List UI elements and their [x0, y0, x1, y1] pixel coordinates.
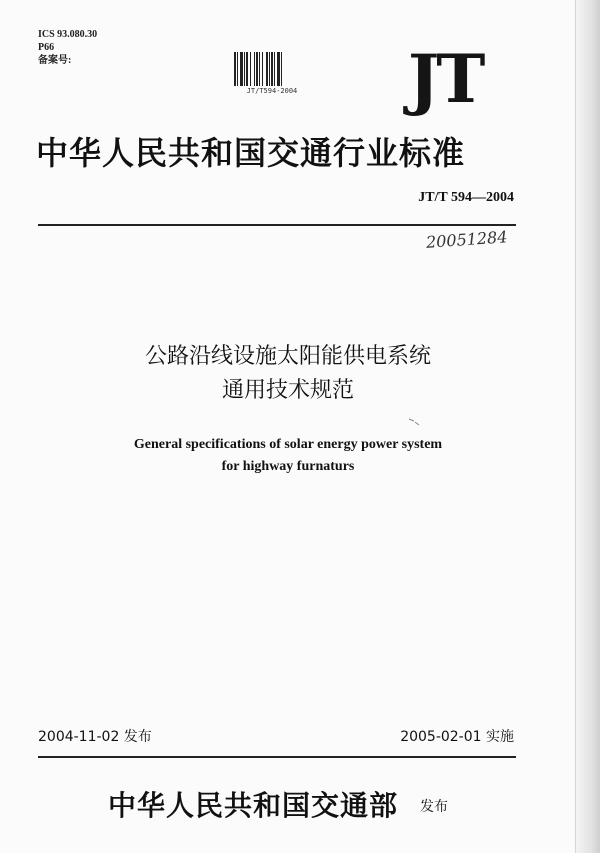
chinese-title: [0, 340, 576, 408]
publish-date: 2004-11-02 发布: [38, 729, 152, 745]
barcode-stripe: [282, 52, 284, 86]
metadata-block: [38, 28, 97, 67]
ccs-code: P66: [38, 42, 55, 53]
english-title-line-1: General specifications of solar energy power system: [133, 437, 443, 452]
barcode-bars: [234, 52, 310, 86]
effective-date: 2005-02-01 实施: [400, 729, 514, 745]
ics-code: ICS 93.080.30: [38, 29, 98, 40]
issuer-name: 中华人民共和国交通部: [108, 789, 399, 822]
english-title-line-2: for highway furnaturs: [221, 459, 355, 474]
english-title: [0, 434, 576, 478]
standard-number: JT/T 594—2004: [418, 190, 514, 205]
chinese-title-line-1: 公路沿线设施太阳能供电系统: [144, 344, 431, 369]
footer-divider: [38, 756, 516, 758]
barcode: [234, 52, 310, 96]
record-number-label: 备案号:: [38, 55, 72, 66]
barcode-text: JT/T594-2004: [246, 87, 298, 95]
header-divider: [38, 224, 516, 226]
chinese-title-line-2: 通用技术规范: [221, 378, 354, 403]
scan-edge: [575, 0, 600, 853]
scan-speck: [408, 418, 420, 426]
issuer-action: 发布: [420, 799, 448, 815]
standard-category: 中华人民共和国交通行业标准: [36, 134, 466, 172]
jt-logo: JT: [408, 40, 483, 118]
handwritten-note: 20051284: [425, 227, 509, 252]
